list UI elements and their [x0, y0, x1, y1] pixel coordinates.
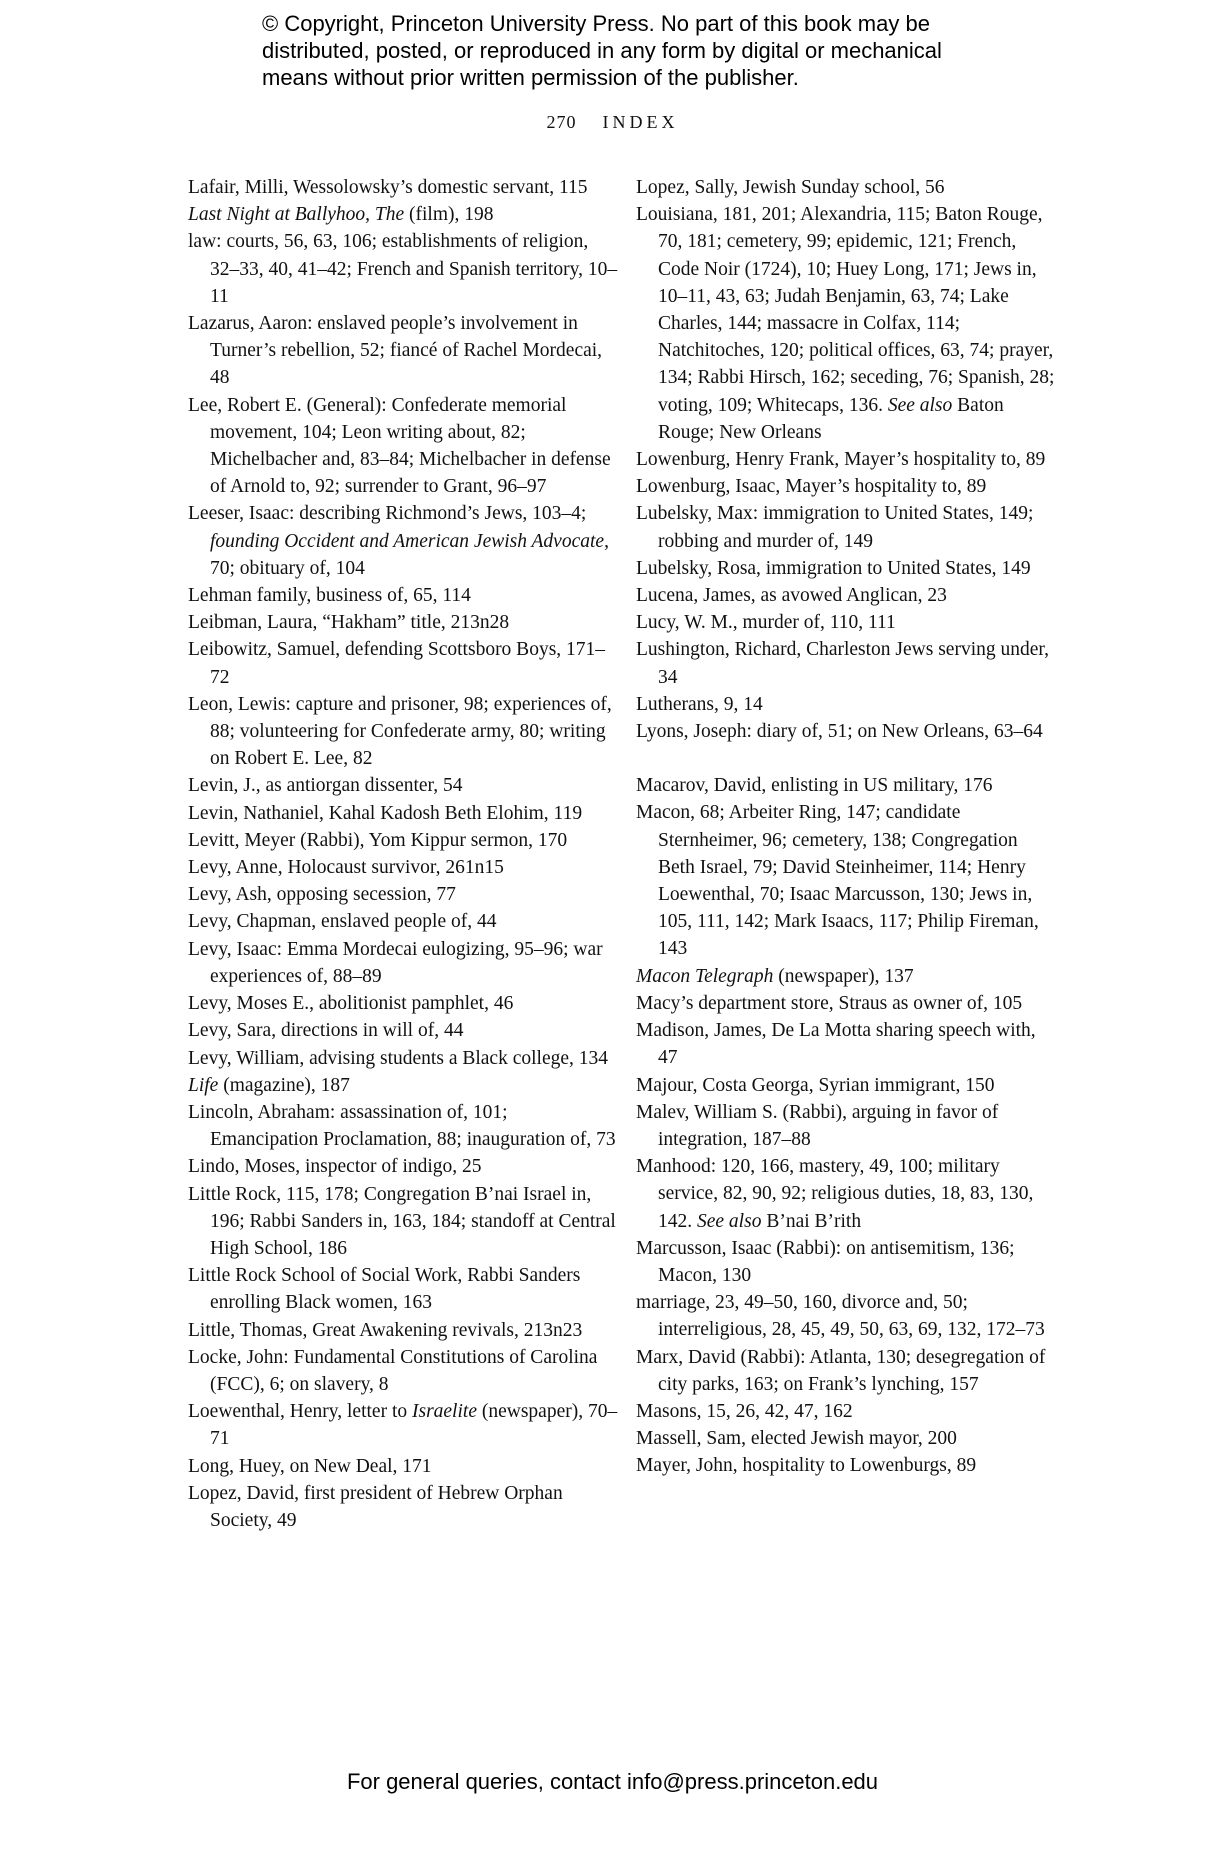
entry-text: Little Rock, 115, 178; Congregation B’nai Israel in, 196; Rabbi Sanders in, 163, 184; standoff at Central High School, 186	[188, 1183, 616, 1259]
index-entry	[636, 799, 1056, 962]
index-entry	[636, 1153, 1056, 1235]
entry-text: Levy, Ash, opposing secession, 77	[188, 884, 456, 906]
entry-text: Lehman family, business of, 65, 114	[188, 585, 471, 607]
entry-text: Masons, 15, 26, 42, 47, 162	[636, 1400, 853, 1422]
entry-italic-text: founding Occident and American Jewish Advocate	[210, 530, 605, 552]
index-entry	[636, 500, 1056, 554]
entry-italic-text: Life	[188, 1074, 219, 1096]
entry-text: Levitt, Meyer (Rabbi), Yom Kippur sermon, 170	[188, 829, 568, 851]
entry-text: Louisiana, 181, 201; Alexandria, 115; Baton Rouge, 70, 181; cemetery, 99; epidemic, 121; French, Code Noir (1724), 10; Huey Long, 171; Jews in, 10–11, 43, 63; Judah Benjamin, 63, 74; Lake Charles, 144; massacre in Colfax, 114; Natchitoches, 120; political offices, 63, 74; prayer, 134; Rabbi Hirsch, 162; seceding, 76; Spanish, 28; voting, 109; Whitecaps, 136.	[636, 204, 1055, 416]
entry-text: Marx, David (Rabbi): Atlanta, 130; desegregation of city parks, 163; on Frank’s lynching, 157	[636, 1346, 1046, 1395]
index-entry	[636, 582, 1056, 609]
index-entry	[188, 1480, 618, 1534]
index-entry	[188, 310, 618, 392]
entry-italic-text: See also	[697, 1210, 762, 1232]
entry-text: Mayer, John, hospitality to Lowenburgs, 89	[636, 1455, 977, 1477]
contact-footer: For general queries, contact info@press.princeton.edu	[346, 1769, 879, 1794]
index-column-right	[636, 174, 1056, 1480]
entry-italic-text: Israelite	[411, 1401, 477, 1423]
entry-text-after: Baton Rouge; New Orleans	[658, 394, 1004, 443]
entry-text: Levy, Isaac: Emma Mordecai eulogizing, 95–96; war experiences of, 88–89	[188, 938, 603, 987]
index-entry	[188, 990, 618, 1017]
index-entry	[636, 1099, 1056, 1153]
index-entry	[636, 446, 1056, 473]
running-head	[0, 112, 1225, 133]
entry-text-after: (newspaper), 70–71	[210, 1401, 618, 1450]
index-entry	[188, 228, 618, 310]
index-entry	[636, 1289, 1056, 1343]
entry-text: Macarov, David, enlisting in US military, 176	[636, 775, 993, 797]
index-entry	[188, 854, 618, 881]
entry-text: Lopez, David, first president of Hebrew Orphan Society, 49	[188, 1482, 563, 1531]
entry-text: Levin, J., as antiorgan dissenter, 54	[188, 775, 463, 797]
entry-text: Leeser, Isaac: describing Richmond’s Jews, 103–4;	[188, 503, 587, 525]
index-entry	[636, 1425, 1056, 1452]
entry-text: marriage, 23, 49–50, 160, divorce and, 50; interreligious, 28, 45, 49, 50, 63, 69, 132, 172–73	[636, 1292, 1045, 1341]
index-entry	[636, 718, 1056, 745]
entry-italic-text: Last Night at Ballyhoo, The	[188, 204, 405, 226]
entry-text: Levy, William, advising students a Black college, 134	[188, 1047, 609, 1069]
entry-text: Lutherans, 9, 14	[636, 693, 763, 715]
entry-text: Majour, Costa Georga, Syrian immigrant, 150	[636, 1074, 995, 1096]
index-entry	[188, 392, 618, 501]
index-entry	[188, 1398, 618, 1452]
index-entry	[636, 1072, 1056, 1099]
index-entry	[188, 691, 618, 773]
index-entry	[188, 827, 618, 854]
index-entry	[188, 174, 618, 201]
entry-text: Lubelsky, Rosa, immigration to United States, 149	[636, 557, 1031, 579]
index-entry	[636, 473, 1056, 500]
index-entry	[188, 609, 618, 636]
entry-text: Little Rock School of Social Work, Rabbi Sanders enrolling Black women, 163	[188, 1265, 581, 1314]
index-entry	[188, 582, 618, 609]
entry-text: (newspaper), 137	[773, 965, 914, 987]
entry-text: Leibowitz, Samuel, defending Scottsboro Boys, 171–72	[188, 639, 606, 688]
entry-text-after: B’nai B’rith	[761, 1210, 862, 1232]
entry-text: Lucy, W. M., murder of, 110, 111	[636, 612, 896, 634]
entry-text: Lushington, Richard, Charleston Jews serving under, 34	[636, 639, 1049, 688]
index-entry	[188, 1181, 618, 1263]
index-entry	[188, 772, 618, 799]
entry-text: Macy’s department store, Straus as owner of, 105	[636, 992, 1023, 1014]
copyright-notice: © Copyright, Princeton University Press. No part of this book may be distributed, posted, or reproduced in any form by digital or mechanical means without prior written permission of the publisher.	[262, 11, 942, 90]
index-entry	[636, 609, 1056, 636]
entry-text: Levy, Moses E., abolitionist pamphlet, 46	[188, 993, 514, 1015]
index-entry	[636, 1344, 1056, 1398]
entry-text: Lyons, Joseph: diary of, 51; on New Orleans, 63–64	[636, 721, 1043, 743]
index-entry	[636, 174, 1056, 201]
index-entry	[636, 555, 1056, 582]
entry-text: Levy, Sara, directions in will of, 44	[188, 1020, 464, 1042]
entry-text: Leon, Lewis: capture and prisoner, 98; experiences of, 88; volunteering for Confederate army, 80; writing on Robert E. Lee, 82	[188, 693, 612, 770]
index-entry	[636, 201, 1056, 446]
entry-text: Levy, Chapman, enslaved people of, 44	[188, 911, 497, 933]
entry-text: Levin, Nathaniel, Kahal Kadosh Beth Elohim, 119	[188, 802, 583, 824]
entry-text: Leibman, Laura, “Hakham” title, 213n28	[188, 612, 510, 634]
entry-text: Lowenburg, Isaac, Mayer’s hospitality to, 89	[636, 476, 987, 498]
entry-text: Malev, William S. (Rabbi), arguing in favor of integration, 187–88	[636, 1101, 999, 1150]
entry-text: Lincoln, Abraham: assassination of, 101; Emancipation Proclamation, 88; inauguration of, 73	[188, 1101, 616, 1151]
entry-text: Lee, Robert E. (General): Confederate memorial movement, 104; Leon writing about, 82; Michelbacher and, 83–84; Michelbacher in defense of Arnold to, 92; surrender to Grant, 96–97	[188, 394, 611, 498]
entry-text: Madison, James, De La Motta sharing speech with, 47	[636, 1020, 1036, 1069]
index-entry	[188, 1344, 618, 1398]
index-entry	[188, 1017, 618, 1044]
entry-text: Lazarus, Aaron: enslaved people’s involvement in Turner’s rebellion, 52; fiancé of Rachel Mordecai, 48	[188, 313, 603, 389]
index-entry	[636, 1452, 1056, 1479]
index-entry	[636, 691, 1056, 718]
entry-text: Lucena, James, as avowed Anglican, 23	[636, 585, 947, 607]
index-entry	[636, 1235, 1056, 1289]
entry-text: Loewenthal, Henry, letter to	[188, 1401, 412, 1423]
index-entry	[188, 1045, 618, 1072]
page-number: 270	[546, 112, 577, 132]
entry-text: (magazine), 187	[218, 1074, 350, 1096]
index-entry	[188, 1453, 618, 1480]
entry-text: Little, Thomas, Great Awakening revivals, 213n23	[188, 1319, 583, 1341]
entry-text: Lowenburg, Henry Frank, Mayer’s hospitality to, 89	[636, 449, 1046, 471]
index-entry	[636, 990, 1056, 1017]
running-head-title: INDEX	[602, 112, 679, 132]
entry-text: Levy, Anne, Holocaust survivor, 261n15	[188, 857, 504, 879]
index-entry	[636, 963, 1056, 990]
index-entry	[188, 881, 618, 908]
entry-text: (film), 198	[404, 204, 494, 226]
index-entry	[636, 636, 1056, 690]
entry-italic-text: Macon Telegraph	[636, 965, 774, 987]
entry-text: Massell, Sam, elected Jewish mayor, 200	[636, 1428, 957, 1450]
index-entry	[636, 1398, 1056, 1425]
entry-text: Lindo, Moses, inspector of indigo, 25	[188, 1156, 482, 1178]
entry-text: Locke, John: Fundamental Constitutions of Carolina (FCC), 6; on slavery, 8	[188, 1346, 598, 1395]
index-entry	[188, 500, 618, 582]
entry-text-after: , 70; obituary of, 104	[210, 530, 609, 579]
entry-text: Lafair, Milli, Wessolowsky’s domestic servant, 115	[188, 177, 588, 198]
entry-text: Marcusson, Isaac (Rabbi): on antisemitism, 136; Macon, 130	[636, 1237, 1015, 1286]
entry-italic-text: See also	[887, 394, 953, 416]
entry-text: Manhood: 120, 166, mastery, 49, 100; military service, 82, 90, 92; religious duties, 18, 83, 130, 142.	[636, 1156, 1034, 1232]
index-entry	[188, 936, 618, 990]
index-entry	[188, 1262, 618, 1316]
entry-text: Long, Huey, on New Deal, 171	[188, 1455, 432, 1477]
index-entry	[188, 1153, 618, 1180]
entry-text: Lopez, Sally, Jewish Sunday school, 56	[636, 177, 945, 198]
index-entry	[188, 1317, 618, 1344]
index-entry	[188, 1099, 618, 1153]
index-column-left	[188, 174, 618, 1534]
index-entry	[636, 1017, 1056, 1071]
index-entry	[188, 636, 618, 690]
index-entry	[188, 908, 618, 935]
index-entry	[188, 1072, 618, 1099]
entry-text: Macon, 68; Arbeiter Ring, 147; candidate Sternheimer, 96; cemetery, 138; Congregation Beth Israel, 79; David Steinheimer, 114; Henry Loewenthal, 70; Isaac Marcusson, 130; Jews in, 105, 111, 142; Mark Isaacs, 117; Philip Fireman, 143	[636, 802, 1039, 960]
index-entry	[636, 772, 1056, 799]
entry-text: law: courts, 56, 63, 106; establishments of religion, 32–33, 40, 41–42; French and Spanish territory, 10–11	[188, 231, 618, 307]
entry-text: Lubelsky, Max: immigration to United States, 149; robbing and murder of, 149	[636, 503, 1034, 552]
index-entry	[188, 201, 618, 228]
index-entry	[188, 800, 618, 827]
